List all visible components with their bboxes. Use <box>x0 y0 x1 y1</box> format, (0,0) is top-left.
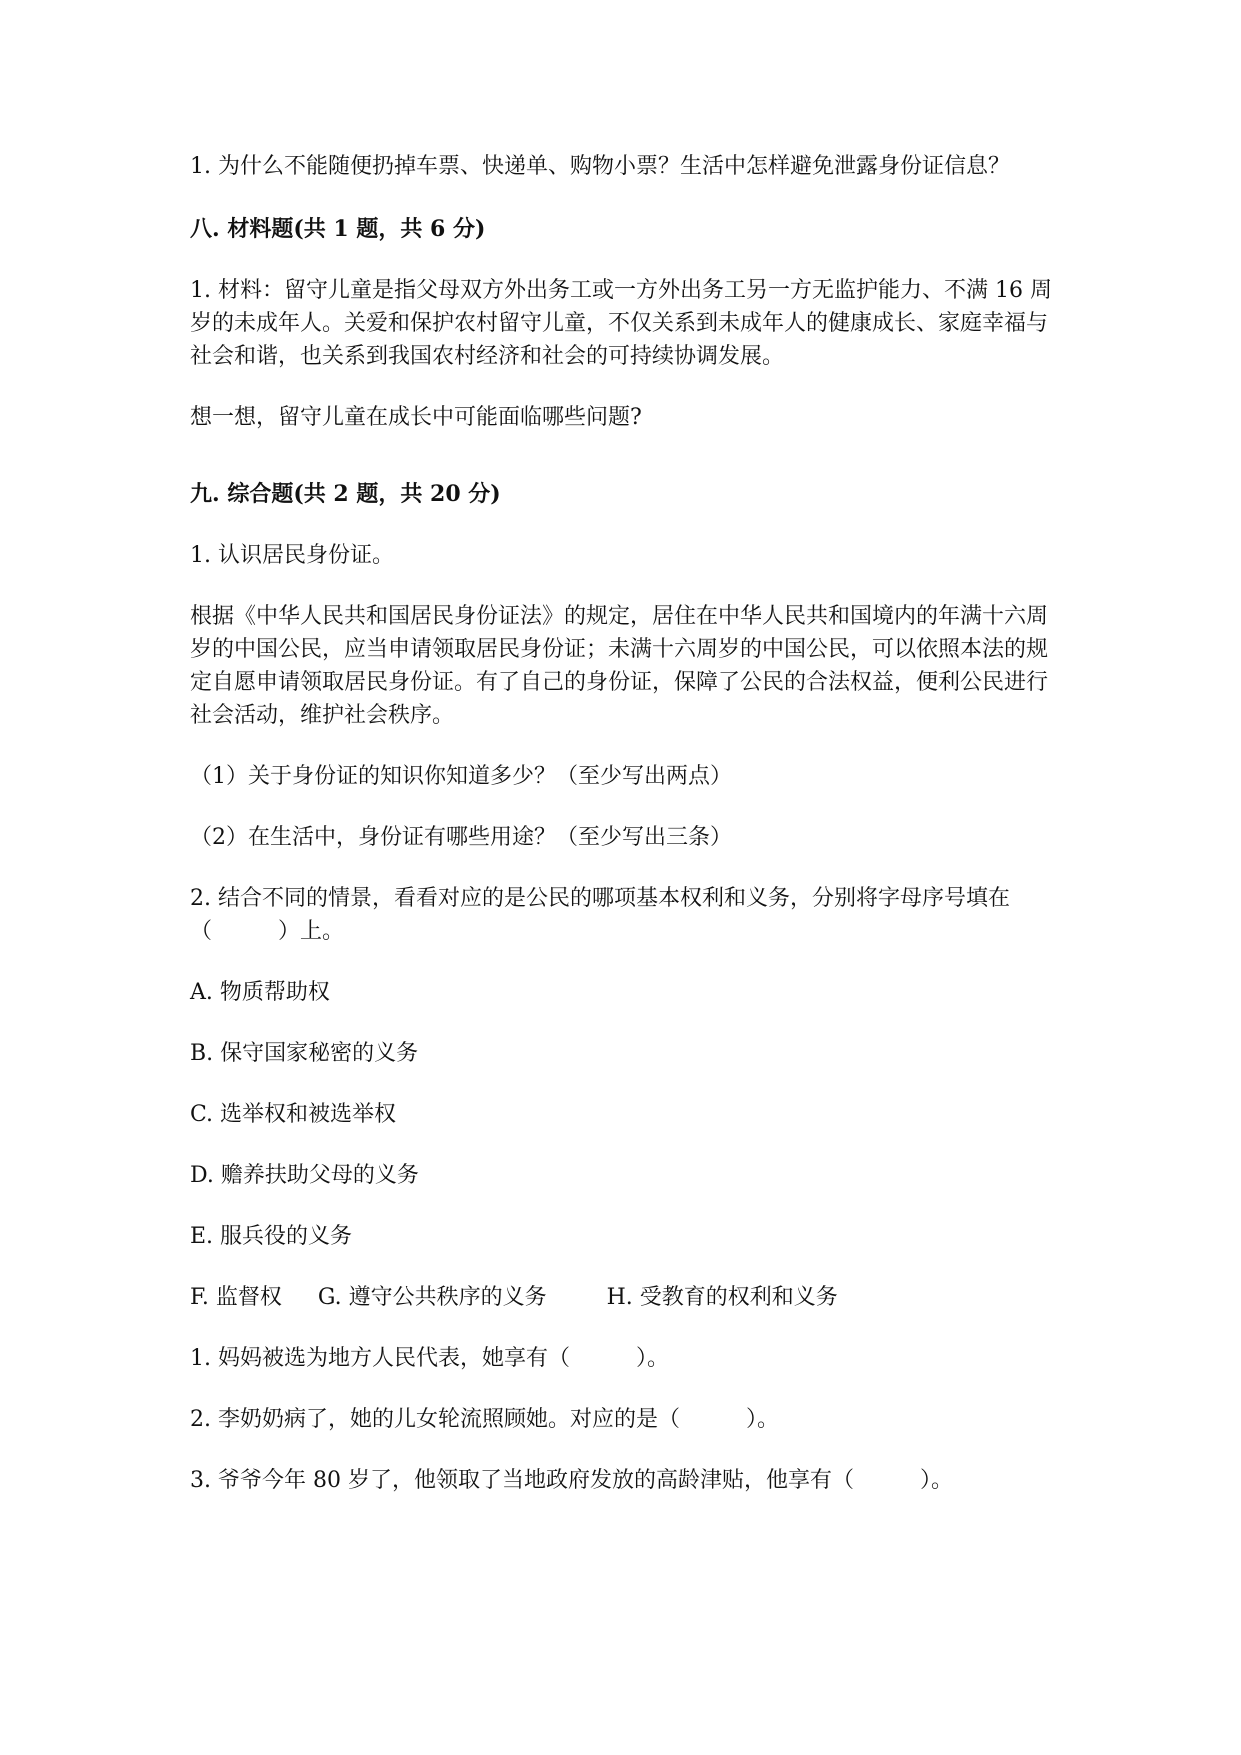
option-g: G. 遵守公共秩序的义务 <box>317 1285 547 1310</box>
option-d: D. 赡养扶助父母的义务 <box>190 1163 419 1188</box>
question-7-1: 1. 为什么不能随便扔掉车票、快递单、购物小票？生活中怎样避免泄露身份证信息？ <box>190 154 1010 179</box>
option-f: F. 监督权 <box>190 1285 282 1310</box>
section-8-question: 想一想，留守儿童在成长中可能面临哪些问题? <box>190 405 642 430</box>
section-8-heading: 八. 材料题(共 1 题，共 6 分) <box>190 216 486 242</box>
scenario-item-3: 3. 爷爷今年 80 岁了，他领取了当地政府发放的高龄津贴，他享有（ ）。 <box>190 1468 953 1493</box>
section-9-q1-text: 根据《中华人民共和国居民身份证法》的规定，居住在中华人民共和国境内的年满十六周岁的中国公民，应当申请领取居民身份证；未满十六周岁的中国公民，可以依照本法的规定自愿申请领取居民身份证。有了自己的身份证，保障了公民的合法权益，便利公民进行社会活动，维护社会秩序。 <box>190 604 1049 728</box>
option-a: A. 物质帮助权 <box>190 980 330 1005</box>
section-9-q1-title: 1. 认识居民身份证。 <box>190 543 394 568</box>
document-page <box>190 150 1060 1497</box>
section-9-q1-sub2: （2）在生活中，身份证有哪些用途？（至少写出三条） <box>190 825 732 850</box>
options-row-fgh <box>190 1281 1060 1314</box>
section-9-q1-sub1: （1）关于身份证的知识你知道多少？（至少写出两点） <box>190 764 732 789</box>
section-8-material: 1. 材料：留守儿童是指父母双方外出务工或一方外出务工另一方无监护能力、不满 16 周岁的未成年人。关爱和保护农村留守儿童，不仅关系到未成年人的健康成长、家庭幸福与社会和谐，也关系到我国农村经济和社会的可持续协调发展。 <box>190 278 1052 369</box>
scenario-item-2: 2. 李奶奶病了，她的儿女轮流照顾她。对应的是（ ）。 <box>190 1407 779 1432</box>
section-9-heading: 九. 综合题(共 2 题，共 20 分) <box>190 481 501 507</box>
section-9-q2-title: 2. 结合不同的情景，看看对应的是公民的哪项基本权利和义务，分别将字母序号填在（ ）上。 <box>190 886 1010 944</box>
option-c: C. 选举权和被选举权 <box>190 1102 397 1127</box>
scenario-item-1: 1. 妈妈被选为地方人民代表，她享有（ ）。 <box>190 1346 669 1371</box>
option-e: E. 服兵役的义务 <box>190 1224 353 1249</box>
option-b: B. 保守国家秘密的义务 <box>190 1041 419 1066</box>
option-h: H. 受教育的权利和义务 <box>606 1285 838 1310</box>
